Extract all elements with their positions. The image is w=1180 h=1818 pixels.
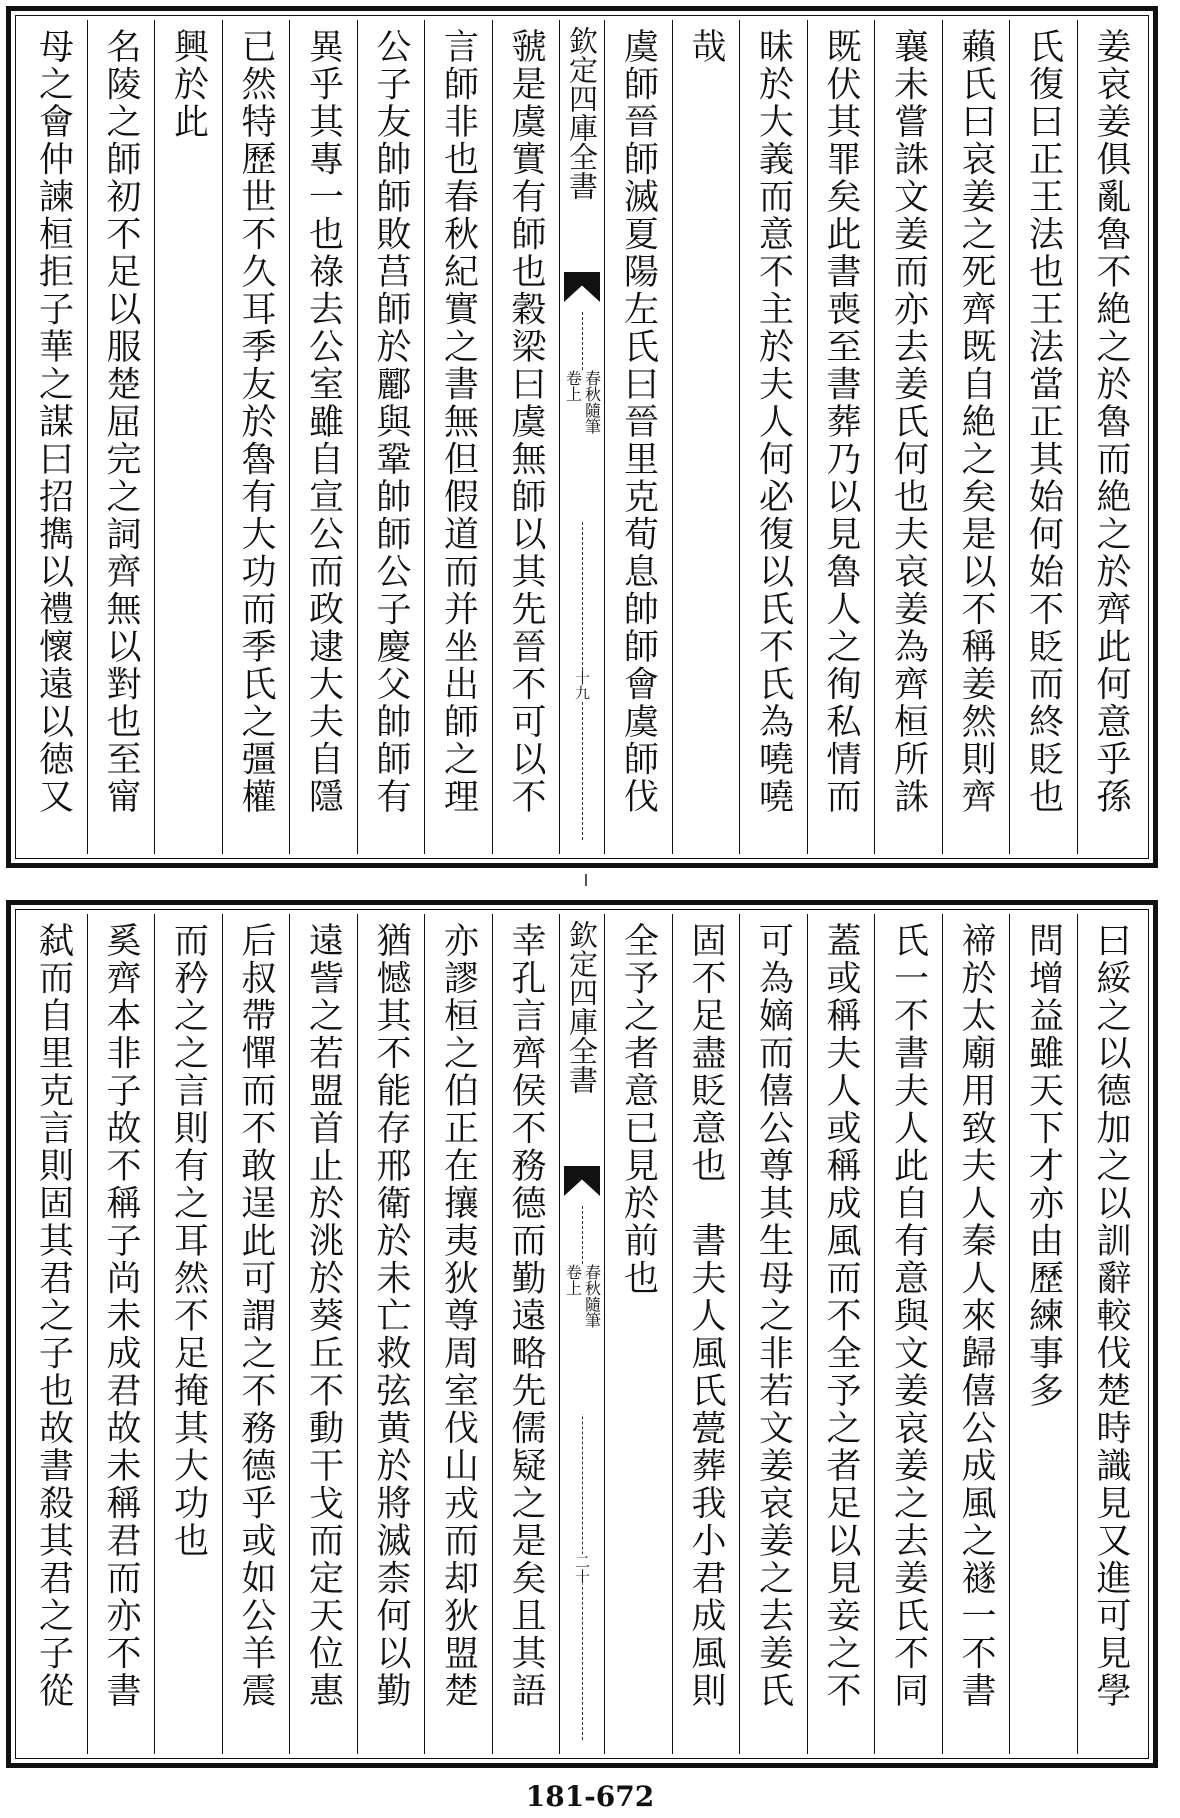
text-column: 問增益雖天下才亦由歷練事多 — [1009, 914, 1077, 1754]
page-number: 十九 — [560, 670, 604, 700]
text-column: 虢是虞實有師也穀梁曰虞無師以其先晉不可以不 — [492, 20, 560, 854]
text-column: 名陵之師初不足以服楚屈完之詞齊無以對也至甯 — [87, 20, 155, 854]
text-column: 遠訾之若盟首止於洮於葵丘不動干戈而定天位惠 — [289, 914, 357, 1754]
fold-tick-mark — [585, 874, 587, 886]
text-column: 可為嫡而僖公尊其生母之非若文姜哀姜之去姜氏 — [739, 914, 807, 1754]
text-column: 蓋或稱夫人或稱成風而不全予之者足以見妾之不 — [807, 914, 875, 1754]
center-gutter — [559, 20, 604, 854]
text-column: 興於此 — [154, 20, 222, 854]
gutter-title: 欽定四庫全書 — [565, 26, 599, 200]
text-column: 奚齊本非子故不稱子尚未成君故未稱君而亦不書 — [87, 914, 155, 1754]
text-column: 母之會仲諫桓拒子華之謀曰招擕以禮懷遠以徳又 — [33, 28, 74, 816]
fish-tail-mark-icon — [564, 1166, 600, 1196]
text-column: 公子友帥師敗莒師於酈與鞏帥師公子慶父帥師有 — [357, 20, 425, 854]
text-column: 言師非也春秋紀實之書無但假道而并坐出師之理 — [424, 20, 492, 854]
top-page-frame — [6, 6, 1158, 868]
volume-name: 卷上 — [563, 370, 583, 402]
text-column: 襄未嘗誅文姜而亦去姜氏何也夫哀姜為齊桓所誅 — [874, 20, 942, 854]
text-column: 曰綏之以德加之以訓辭較伐楚時識見又進可見學 — [1077, 914, 1145, 1754]
gutter-book-title — [560, 370, 604, 520]
text-column: 猶憾其不能存邢衛於未亡救弦黄於將滅柰何以勤 — [357, 914, 425, 1754]
top-page-columns — [20, 20, 1144, 854]
text-column: 亦謬桓之伯正在攘夷狄尊周室伐山戎而却狄盟楚 — [424, 914, 492, 1754]
text-column: 虞師晉師滅夏陽左氏曰晉里克荀息帥師會虞師伐 — [604, 20, 672, 854]
text-column: 已然特歷世不久耳季友於魯有大功而季氏之彊權 — [222, 20, 290, 854]
bottom-page-frame — [6, 900, 1158, 1768]
page-number: 二十 — [560, 1554, 604, 1584]
text-column: 后叔帶憚而不敢逞此可謂之不務德乎或如公羊震 — [222, 914, 290, 1754]
volume-name: 卷上 — [563, 1264, 583, 1296]
text-column: 幸孔言齊侯不務德而勤遠略先儒疑之是矣且其語 — [492, 914, 560, 1754]
text-column: 氏一不書夫人此自有意與文姜哀姜之去姜氏不同 — [874, 914, 942, 1754]
text-column: 姜哀姜俱亂魯不絶之於魯而絶之於齊此何意乎孫 — [1077, 20, 1145, 854]
gutter-book-title — [560, 1264, 604, 1414]
fish-tail-mark-icon — [564, 272, 600, 302]
book-name: 春秋隨筆 — [582, 370, 602, 434]
gutter-title: 欽定四庫全書 — [565, 920, 599, 1094]
text-column: 禘於太廟用致夫人秦人來歸僖公成風之禭一不書 — [942, 914, 1010, 1754]
text-column: 弑而自里克言則固其君之子也故書殺其君之子從 — [33, 922, 74, 1710]
text-column: 哉 — [672, 20, 740, 854]
center-gutter — [559, 914, 604, 1754]
text-column: 昧於大義而意不主於夫人何必復以氏不氏為嘵嘵 — [739, 20, 807, 854]
footer-page-code: 181-672 — [525, 1780, 655, 1813]
bottom-page-columns — [20, 914, 1144, 1754]
text-column: 藾氏曰哀姜之死齊既自絶之矣是以不稱姜然則齊 — [942, 20, 1010, 854]
text-column: 固不足盡貶意也 書夫人風氏甍葬我小君成風則 — [672, 914, 740, 1754]
text-column: 而矜之之言則有之耳然不足掩其大功也 — [154, 914, 222, 1754]
text-column: 既伏其罪矣此書喪至書葬乃以見魯人之徇私情而 — [807, 20, 875, 854]
book-name: 春秋隨筆 — [582, 1264, 602, 1328]
text-column: 全予之者意已見於前也 — [604, 914, 672, 1754]
text-column: 氏復曰正王法也王法當正其始何始不貶而終貶也 — [1009, 20, 1077, 854]
text-column: 異乎其專一也祿去公室雖自宣公而政逮大夫自隱 — [289, 20, 357, 854]
